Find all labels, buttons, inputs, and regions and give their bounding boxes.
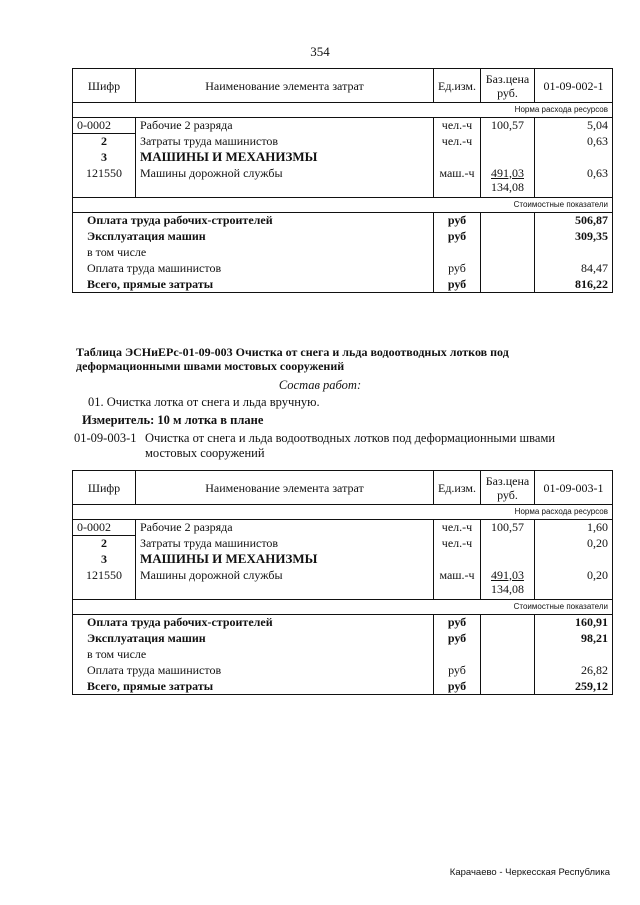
cost-machines-label: Эксплуатация машин [73, 229, 434, 245]
cost-value: 816,22 [535, 277, 613, 293]
row-name: Машины дорожной службы [136, 166, 434, 198]
row-unit: чел.-ч [434, 520, 481, 536]
footer-region: Карачаево - Черкесская Республика [449, 867, 610, 878]
cost-value: 84,47 [535, 261, 613, 277]
cost-unit: руб [434, 663, 481, 679]
cost-value: 98,21 [535, 631, 613, 647]
cost-value: 259,12 [535, 679, 613, 695]
header-unit: Ед.изм. [434, 69, 481, 103]
row-name: МАШИНЫ И МЕХАНИЗМЫ [136, 552, 434, 568]
row-value: 0,20 [535, 568, 613, 600]
row-name: Рабочие 2 разряда [136, 118, 434, 134]
cost-value: 160,91 [535, 615, 613, 631]
page-number: 354 [310, 44, 330, 59]
cost-unit: руб [434, 229, 481, 245]
norm-code: 01-09-002-1 [535, 69, 613, 103]
header-name: Наименование элемента затрат [136, 471, 434, 505]
row-unit: маш.-ч [434, 568, 481, 600]
header-base-price: Баз.цена руб. [481, 69, 535, 103]
row-name: Рабочие 2 разряда [136, 520, 434, 536]
cost-unit: руб [434, 631, 481, 647]
header-code: Шифр [73, 471, 136, 505]
norm-label: Норма расхода ресурсов [73, 505, 613, 520]
composition-label: Состав работ: [278, 378, 362, 392]
norm-label: Норма расхода ресурсов [73, 103, 613, 118]
resource-table-1 [72, 68, 613, 293]
header-name: Наименование элемента затрат [136, 69, 434, 103]
row-code: 121550 [73, 568, 136, 600]
row-unit: чел.-ч [434, 118, 481, 134]
row-name: Машины дорожной службы [136, 568, 434, 600]
cost-including-label: в том числе [73, 245, 434, 261]
item-code: 01-09-003-1 [74, 431, 137, 445]
row-code: 2 [73, 134, 136, 150]
cost-value: 309,35 [535, 229, 613, 245]
cost-unit: руб [434, 213, 481, 229]
header-code: Шифр [73, 69, 136, 103]
row-unit: маш.-ч [434, 166, 481, 198]
item-description: Очистка от снега и льда водоотводных лотков под деформационными швами мостовых сооружений [145, 431, 556, 460]
norm-code: 01-09-003-1 [535, 471, 613, 505]
cost-unit: руб [434, 679, 481, 695]
row-code: 0-0002 [73, 118, 136, 134]
cost-operators-label: Оплата труда машинистов [73, 663, 434, 679]
row-code: 3 [73, 150, 136, 166]
row-price: 491,03 134,08 [481, 568, 535, 600]
row-unit: чел.-ч [434, 536, 481, 552]
cost-value: 26,82 [535, 663, 613, 679]
row-code: 3 [73, 552, 136, 568]
cost-wages-label: Оплата труда рабочих-строителей [73, 615, 434, 631]
row-value: 0,63 [535, 166, 613, 198]
cost-unit: руб [434, 615, 481, 631]
measure-label: Измеритель: 10 м лотка в плане [82, 413, 264, 427]
cost-wages-label: Оплата труда рабочих-строителей [73, 213, 434, 229]
cost-unit: руб [434, 261, 481, 277]
cost-including-label: в том числе [73, 647, 434, 663]
row-unit: чел.-ч [434, 134, 481, 150]
resource-table-2 [72, 470, 613, 695]
header-unit: Ед.изм. [434, 471, 481, 505]
row-code: 0-0002 [73, 520, 136, 536]
work-item: 01. Очистка лотка от снега и льда вручную. [88, 395, 320, 409]
row-code: 2 [73, 536, 136, 552]
row-name: Затраты труда машинистов [136, 536, 434, 552]
header-base-price: Баз.цена руб. [481, 471, 535, 505]
cost-total-label: Всего, прямые затраты [73, 679, 434, 695]
cost-value: 506,87 [535, 213, 613, 229]
cost-unit: руб [434, 277, 481, 293]
section-title: Таблица ЭСНиЕРс-01-09-003 Очистка от снега и льда водоотводных лотков под деформационными швами мостовых сооружений [76, 345, 509, 373]
row-value: 1,60 [535, 520, 613, 536]
row-value: 0,20 [535, 536, 613, 552]
row-name: МАШИНЫ И МЕХАНИЗМЫ [136, 150, 434, 166]
row-price: 100,57 [481, 118, 535, 134]
row-name: Затраты труда машинистов [136, 134, 434, 150]
cost-machines-label: Эксплуатация машин [73, 631, 434, 647]
row-price: 100,57 [481, 520, 535, 536]
cost-operators-label: Оплата труда машинистов [73, 261, 434, 277]
row-code: 121550 [73, 166, 136, 198]
row-price: 491,03 134,08 [481, 166, 535, 198]
row-value: 5,04 [535, 118, 613, 134]
row-value: 0,63 [535, 134, 613, 150]
cost-label: Стоимостные показатели [73, 198, 613, 213]
cost-label: Стоимостные показатели [73, 600, 613, 615]
cost-total-label: Всего, прямые затраты [73, 277, 434, 293]
